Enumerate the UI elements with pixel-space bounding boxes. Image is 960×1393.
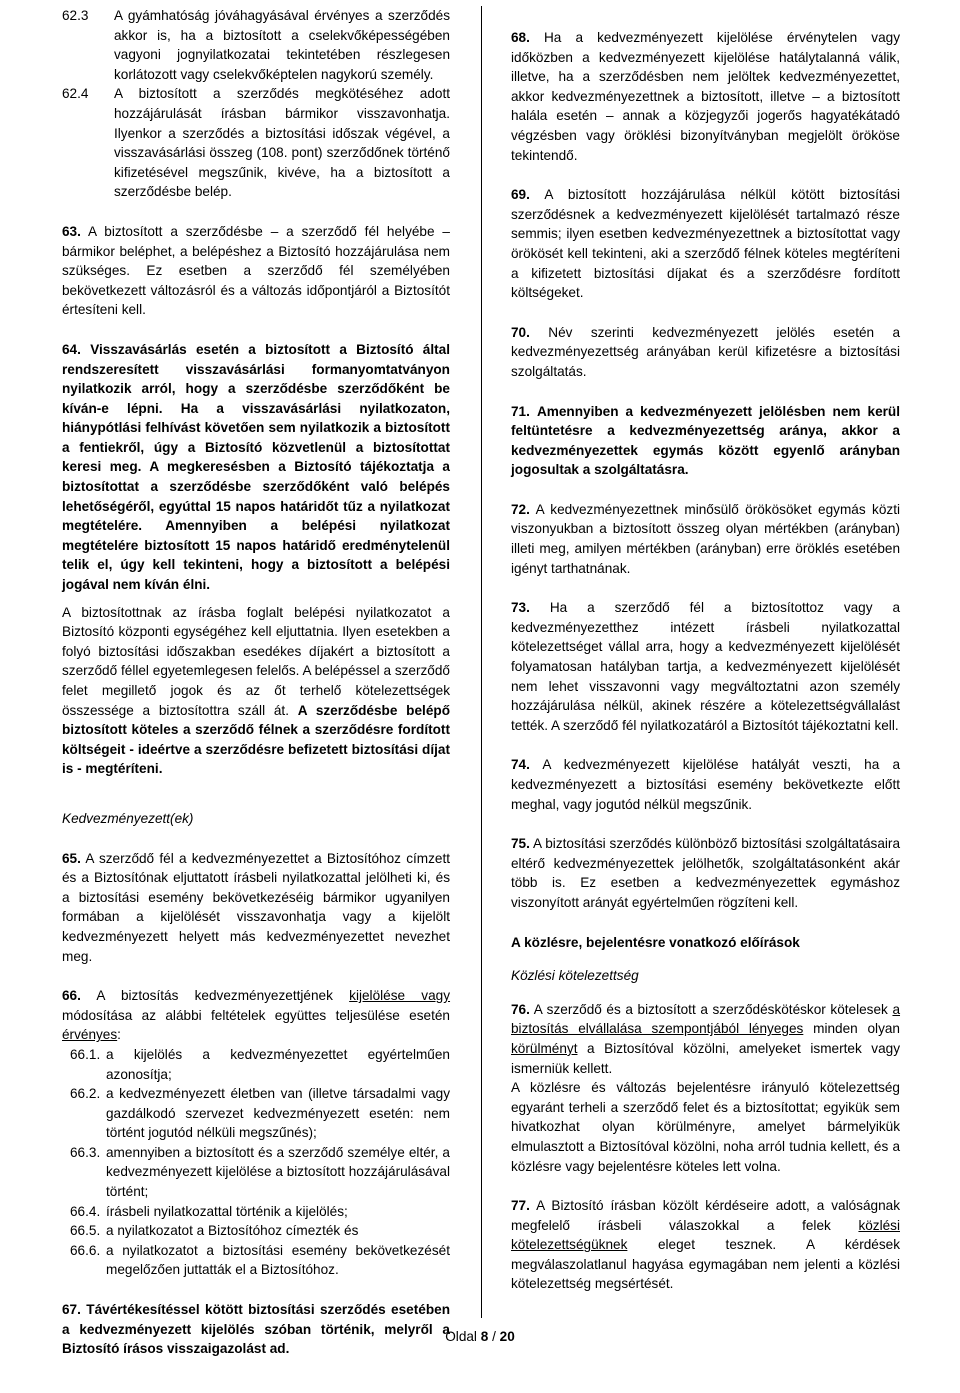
clause-62-3 — [62, 6, 450, 84]
clause-text: Név szerinti kedvezményezett jelölés esetén a kedvezményezettség arányában kerül kifizetésre a biztosítási szolgáltatás. — [511, 324, 901, 379]
clause-text: A biztosítottnak az írásba foglalt belépési nyilatkozatot a Biztosító központi egységéhez kell eljuttatnia. Ilyen esetekben a folyó biztosítási időszakban esedékes díjakért a biztosított a szerződő féllel egyetemlegesen felelős. A belépéssel a szerződő felet megillető jogok és az őt terhelő kötelezettségek összessége a biztosítottra száll át. — [62, 604, 450, 718]
right-column — [511, 28, 900, 1314]
clause-68 — [511, 28, 900, 165]
sub-item — [62, 1202, 450, 1222]
clause-77 — [511, 1196, 900, 1294]
clause-text: A Biztosító írásban közölt kérdéseire adott, a valóságnak megfelelő írásbeli válaszokkal a felek — [511, 1198, 900, 1233]
clause-text: Ha a szerződő fél a biztosítottoz vagy a kedvezményezetthez intézett írásbeli nyilatkozattal kötelezettséget vállal arra, hogy a kedvezményezett kijelölését folyamatosan hatályban tartja, a kedvezményezett kijelölését nem lehet visszavonni vagy megváltoztatni azon személy hozzájárulása nélkül, akinek részére a kötelezettségvállalást tették. A szerződő fél nyilatkozatáról a Biztosítót tájékoztatni kell. — [511, 600, 901, 733]
clause-number: 65. — [62, 850, 81, 866]
page-total: 20 — [499, 1329, 515, 1344]
sub-item-text: amennyiben a biztosított és a szerződő személye eltér, a kedvezményezett kijelölése a biztosított hozzájárulásával történt; — [106, 1144, 450, 1200]
clause-text: módosítása az alábbi feltételek együttes teljesülése esetén — [62, 1007, 450, 1023]
sub-item-number: 66.6. — [70, 1242, 101, 1258]
sub-item-text: a kijelölés a kedvezményezettet egyértelműen azonosítja; — [106, 1046, 450, 1082]
underlined-text: közlési kötelezettségüknek — [511, 1217, 900, 1253]
clause-number: 68. — [511, 30, 530, 45]
sub-item-text: a kedvezményezett életben van (illetve társadalmi vagy gazdálkodó szervezet kedvezményezett esetén: nem történt jogutód nélküli megszűnés); — [106, 1086, 450, 1141]
clause-number: 75. — [511, 836, 530, 852]
clause-number: 63. — [62, 223, 81, 239]
clause-text-bold: A szerződésbe belépő biztosított köteles a szerződő félnek a szerződésre fordított költségeit - ideértve a szerződésre befizetett biztosítási díjat is - megtéríteni. — [62, 702, 450, 777]
sub-item-number: 66.1. — [70, 1046, 101, 1062]
clause-64 — [62, 340, 450, 595]
punctuation: : — [117, 1027, 121, 1043]
clause-76-continued: A közlésre és változás bejelentésre irányuló kötelezettség egyaránt terheli a szerződő felet és a biztosítottat; egyikük sem hivatkozhat olyan körülményre, amelyet bármelyikük elmulasztott a Biztosítóval közölni, noha arról tudnia kellett, és a közlésre vagy bejelentésre köteles lett volna. — [511, 1080, 900, 1174]
clause-70 — [511, 323, 900, 382]
clause-number: 64. — [62, 341, 81, 357]
sub-item-text: a nyilatkozatot a Biztosítóhoz címezték és — [106, 1223, 359, 1239]
clause-text: eleget tesznek. A kérdések megválaszolatlanul hagyása egymagában nem jelenti a közlési kötelezettség megsértését. — [511, 1237, 901, 1292]
section-heading-disclosure: A közlésre, bejelentésre vonatkozó előírások — [511, 934, 800, 950]
sub-item-number: 66.2. — [70, 1086, 101, 1102]
clause-text: A kedvezményezettnek minősülő örökösöket egymás közti viszonyukban a biztosított összeg olyan mértékben (arányban) illeti meg, amilyen mértékben (arányban) erre öröklés esetében igényt tarthatnának. — [511, 501, 900, 576]
clause-69 — [511, 185, 900, 303]
clause-66 — [62, 986, 450, 1045]
clause-number: 73. — [511, 600, 530, 616]
page-label: Oldal — [445, 1329, 477, 1344]
underlined-text: kijelölése vagy — [349, 988, 451, 1004]
clause-74 — [511, 755, 900, 814]
clause-63 — [62, 222, 450, 320]
clause-73 — [511, 598, 900, 735]
sub-item-number: 66.3. — [70, 1144, 101, 1160]
clause-number: 69. — [511, 187, 530, 203]
clause-number: 66. — [62, 988, 81, 1004]
clause-number: 62.3 — [62, 8, 89, 23]
clause-text: Ha a kedvezményezett kijelölése érvénytelen vagy időközben a kedvezményezett kijelölése hatálytalanná válik, illetve, ha a szerződésben nem jelöltek kedvezményezettet, akkor kedvezményezettnek a biztosított, illetve – a biztosított halála esetén – annak a közjegyzői jogerős hagyatékátadó végzésben vagy öröklési bizonyítványban megjelölt örököse tekintendő. — [511, 30, 900, 163]
clause-text: A szerződő és a biztosított a szerződéskötéskor kötelesek — [533, 1001, 888, 1017]
clause-text: A szerződő fél a kedvezményezettet a Biztosítóhoz címzett és a Biztosítónak eljuttatott írásbeli nyilatkozattal jelölheti ki, és a biztosítási esemény bekövetkezéséig bármikor ugyanilyen formában a kijelölését visszavonhatja vagy a kijelölt kedvezményezett helyett más kedvezményezettet nevezhet meg. — [62, 850, 450, 964]
clause-71 — [511, 402, 900, 480]
clause-text: A biztosított a szerződésbe – a szerződő fél helyébe – bármikor beléphet, a belépéshez a Biztosító hozzájárulása nem szükséges. Ez esetben a szerződő fél személyében bekövetkezett változásról és a változás időpontjáról a Biztosítót értesíteni kell. — [62, 223, 450, 318]
page-footer — [0, 1329, 960, 1344]
clause-number: 70. — [511, 324, 530, 340]
clause-number: 67. — [62, 1302, 81, 1318]
clause-75 — [511, 834, 900, 912]
clause-text: A biztosítási szerződés különböző biztosítási szolgáltatásaira eltérő kedvezményezettek jelölhetők, szolgáltatásonként akár több is. Ez esetben a kedvezményezettek egymáshoz viszonyított arányát egyértelműen rögzíteni kell. — [511, 836, 901, 910]
clause-text-bold: Távértékesítéssel kötött biztosítási szerződés esetében a kedvezményezett kijelölés szóban történik, melyről a Biztosító írásos visszaigazolást ad. — [62, 1302, 450, 1357]
clause-number: 74. — [511, 757, 530, 773]
column-divider — [481, 6, 482, 1318]
underlined-text: a biztosítás elvállalása szempontjából lényeges — [511, 1001, 901, 1037]
clause-text-bold: Amennyiben a kedvezményezett jelölésben nem kerül feltüntetésre a kedvezményezettség aránya, akkor a kedvezményezettek egymás között egyenlő arányban jogosultak a szolgáltatásra. — [511, 403, 900, 478]
clause-65 — [62, 849, 450, 967]
clause-62-4 — [62, 84, 450, 202]
clause-number: 72. — [511, 501, 530, 517]
subsection-heading-disclosure-duty: Közlési kötelezettség — [511, 968, 639, 984]
clause-text-bold: Visszavásárlás esetén a biztosított a Biztosító által rendszeresített visszavásárlási formanyomtatványon nyilatkozik arról, hogy a szerződésbe szerződőként be kíván-e lépni. Ha a visszavásárlási nyilatkozaton, hiánypótlási felhívást követően sem nyilatkozik a biztosított a fentiekről, úgy a Biztosító közvetlenül a biztosítottat keresi meg. A megkeresésben a Biztosító tájékoztatja a biztosítottat a szerződésbe szerződőként való belépés lehetőségéről, egyúttal 15 napos határidőt tűz a nyilatkozat megtételére. Amennyiben a belépési nyilatkozat megtételére biztosított 15 napos határidő eredménytelenül telik el, úgy kell tekinteni, hogy a biztosított a belépési jogával nem kíván élni. — [62, 341, 451, 593]
sub-item — [62, 1084, 450, 1143]
clause-76 — [511, 1000, 900, 1078]
clause-number: 76. — [511, 1001, 530, 1017]
underlined-text: körülményt — [511, 1040, 578, 1056]
page-separator: / — [492, 1329, 496, 1344]
clause-text: A kedvezményezett kijelölése hatályát veszti, ha a kedvezményezett a biztosítási esemény bekövetkezte előtt meghal, vagy jogutód nélkül megszűnik. — [511, 757, 901, 812]
clause-64-continued — [62, 603, 450, 779]
sub-item — [62, 1143, 450, 1202]
page-number: 8 — [480, 1329, 489, 1344]
sub-item-text: a nyilatkozatot a biztosítási esemény bekövetkezését megelőzően juttatták el a Biztosítóhoz. — [106, 1242, 450, 1278]
sub-item-number: 66.4. — [70, 1203, 101, 1219]
clause-text: a Biztosítóval közölni, amelyeket ismertek vagy ismerniük kellett. — [511, 1040, 901, 1076]
clause-number: 71. — [511, 403, 530, 419]
clause-text: minden olyan — [813, 1021, 900, 1037]
underlined-text: érvényes — [62, 1027, 118, 1043]
clause-text: A biztosított a szerződés megkötéséhez adott hozzájárulását írásban bármikor visszavonhatja. Ilyenkor a szerződés a biztosítási időszak végével, a visszavásárlási összeg (108. pont) szerződőnek történő kifizetésével megszűnik, kivéve, ha a biztosított a szerződésbe belép. — [114, 86, 450, 200]
clause-text: A biztosított hozzájárulása nélkül kötött biztosítási szerződésnek a kedvezményezett kijelölését tartalmazó része semmis; ilyen esetben kedvezményezettnek a biztosítottat vagy örökösét kell tekinteni, aki a szerződő félnek köteles megtéríteni a kifizetett biztosítási díjakat és a szerződésre fordított költségeket. — [511, 187, 901, 301]
sub-item-text: írásbeli nyilatkozattal történik a kijelölés; — [106, 1203, 348, 1219]
clause-number: 62.4 — [62, 86, 89, 102]
left-column — [62, 6, 450, 1379]
section-heading-beneficiaries: Kedvezményezett(ek) — [62, 810, 194, 826]
sub-item-number: 66.5. — [70, 1223, 101, 1239]
sub-item — [62, 1241, 450, 1280]
sub-item — [62, 1221, 450, 1241]
clause-66-sublist — [62, 1045, 450, 1280]
clause-text: A gyámhatóság jóváhagyásával érvényes a szerződés akkor is, ha a biztosított a cselekvőképességében vagyoni jognyilatkozatai tekintetében részlegesen korlátozott vagy cselekvőképtelen nagykorú személy. — [114, 8, 450, 82]
clause-72 — [511, 500, 900, 578]
clause-number: 77. — [511, 1198, 530, 1214]
clause-text: A biztosítás kedvezményezettjének — [96, 988, 333, 1004]
sub-item — [62, 1045, 450, 1084]
